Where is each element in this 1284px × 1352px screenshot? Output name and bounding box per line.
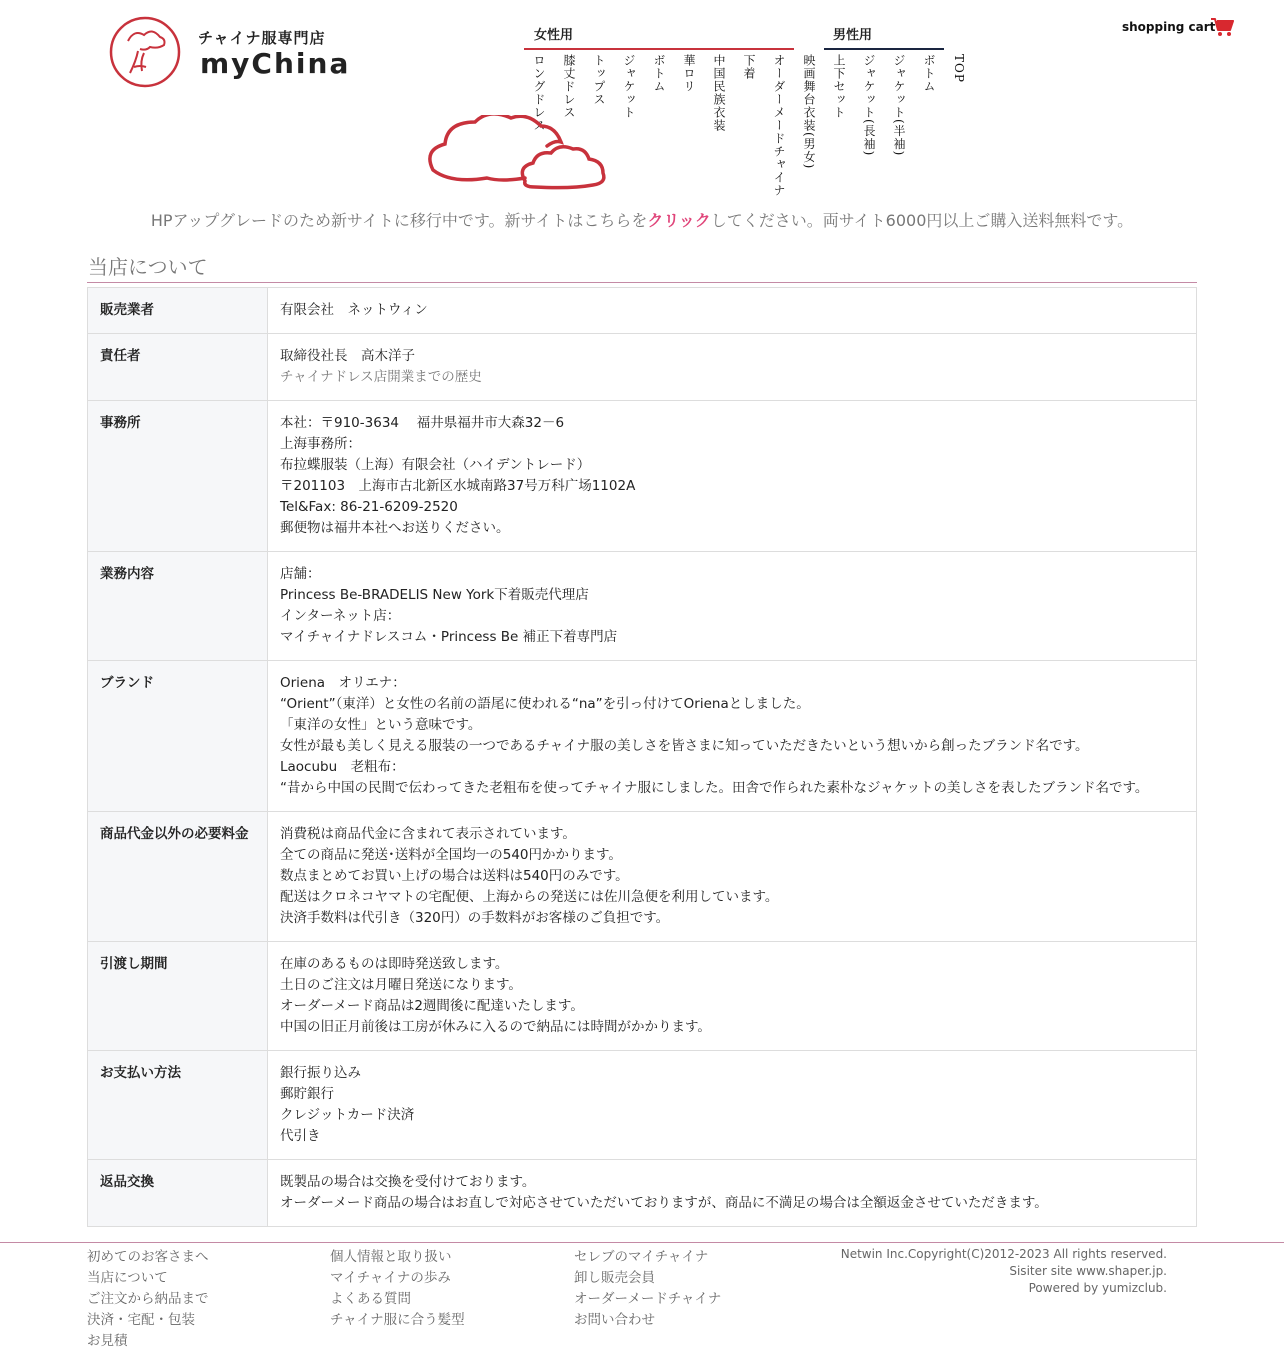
footer-link[interactable]: マイチャイナの歩み bbox=[330, 1270, 451, 1286]
row-label: お支払い方法 bbox=[88, 1051, 268, 1160]
nav-item-jacket[interactable]: ジャケット bbox=[622, 54, 636, 119]
nav-women-underline bbox=[524, 48, 794, 50]
nav-item-knee-dress[interactable]: 膝丈ドレス bbox=[562, 54, 576, 119]
nav-item-men-bottom[interactable]: ボトム bbox=[922, 54, 936, 93]
row-value bbox=[268, 1051, 1197, 1160]
value-line: 決済手数料は代引き（320円）の手数料がお客様のご負担です。 bbox=[280, 910, 670, 926]
nav-item-men-set[interactable]: 上下セット bbox=[832, 54, 846, 119]
title-divider bbox=[87, 282, 1197, 283]
table-row bbox=[88, 288, 1197, 334]
table-row bbox=[88, 401, 1197, 552]
powered-by-text: Powered by yumizclub. bbox=[1028, 1281, 1167, 1295]
header bbox=[0, 0, 1284, 205]
value-line: 店舗： bbox=[280, 566, 321, 582]
nav-item-men-jacket-long[interactable]: ジャケット(長袖) bbox=[862, 54, 876, 157]
value-line: 上海事務所： bbox=[280, 436, 361, 452]
row-value bbox=[268, 661, 1197, 812]
footer-link[interactable]: 卸し販売会員 bbox=[574, 1270, 655, 1286]
row-label: 責任者 bbox=[88, 334, 268, 401]
footer-link[interactable]: ご注文から納品まで bbox=[87, 1291, 209, 1307]
value-line: クレジットカード決済 bbox=[280, 1107, 415, 1123]
value-line: 郵貯銀行 bbox=[280, 1086, 334, 1102]
value-line: 銀行振り込み bbox=[280, 1065, 361, 1081]
notice-text-after: してください。両サイト6000円以上ご購入送料無料です。 bbox=[710, 211, 1134, 230]
row-value bbox=[268, 401, 1197, 552]
logo-emblem-icon bbox=[108, 15, 182, 89]
row-value bbox=[268, 812, 1197, 942]
row-label: 引渡し期間 bbox=[88, 942, 268, 1051]
table-row bbox=[88, 1160, 1197, 1227]
nav-item-stage-costume[interactable]: 映画舞台衣装(男女) bbox=[802, 54, 816, 170]
row-value bbox=[268, 552, 1197, 661]
notice-text-before: HPアップグレードのため新サイトに移行中です。新サイトはこちらを bbox=[150, 211, 648, 230]
value-line: 数点まとめてお買い上げの場合は送料は540円のみです。 bbox=[280, 868, 629, 884]
value-line: 中国の旧正月前後は工房が休みに入るので納品には時間がかかります。 bbox=[280, 1019, 711, 1035]
logo[interactable] bbox=[108, 15, 368, 95]
row-label: ブランド bbox=[88, 661, 268, 812]
value-line: 〒201103 上海市古北新区水城南路37号万科广场1102A bbox=[280, 478, 636, 494]
value-line: 取締役社長 高木洋子 bbox=[280, 348, 415, 364]
footer-link[interactable]: お問い合わせ bbox=[574, 1312, 655, 1328]
row-label: 販売業者 bbox=[88, 288, 268, 334]
footer-link[interactable]: セレブのマイチャイナ bbox=[574, 1249, 709, 1265]
row-label: 事務所 bbox=[88, 401, 268, 552]
footer-column-1 bbox=[87, 1247, 209, 1352]
row-value bbox=[268, 334, 1197, 401]
row-value bbox=[268, 288, 1197, 334]
row-label: 業務内容 bbox=[88, 552, 268, 661]
footer-link[interactable]: 決済・宅配・包装 bbox=[87, 1312, 195, 1328]
value-line: 有限会社 ネットウィン bbox=[280, 302, 428, 318]
footer-column-2 bbox=[330, 1247, 465, 1331]
nav-item-bottom[interactable]: ボトム bbox=[652, 54, 666, 93]
row-label: 商品代金以外の必要料金 bbox=[88, 812, 268, 942]
nav-item-kalori[interactable]: 華ロリ bbox=[682, 54, 696, 93]
table-row bbox=[88, 812, 1197, 942]
new-site-link[interactable]: クリック bbox=[647, 211, 711, 230]
footer-link[interactable]: チャイナ服に合う髪型 bbox=[330, 1312, 465, 1328]
footer-divider bbox=[0, 1242, 1284, 1243]
row-label: 返品交換 bbox=[88, 1160, 268, 1227]
footer-link[interactable]: 初めてのお客さまへ bbox=[87, 1249, 209, 1265]
value-line: オーダーメード商品の場合はお直しで対応させていただいておりますが、商品に不満足の場合は全額返金させていただきます。 bbox=[280, 1195, 1048, 1211]
value-line: Princess Be-BRADELIS New York下着販売代理店 bbox=[280, 587, 589, 603]
migration-notice bbox=[0, 208, 1284, 231]
shopping-cart-button[interactable] bbox=[1122, 17, 1237, 39]
footer-link[interactable]: 当店について bbox=[87, 1270, 168, 1286]
table-row bbox=[88, 942, 1197, 1051]
nav-item-ethnic-costume[interactable]: 中国民族衣装 bbox=[712, 54, 726, 132]
nav-item-order-made[interactable]: オーダーメードチャイナ bbox=[772, 54, 786, 197]
nav-men-underline bbox=[824, 48, 944, 50]
value-line: 代引き bbox=[280, 1128, 321, 1144]
footer-link[interactable]: オーダーメードチャイナ bbox=[574, 1291, 722, 1307]
footer-link[interactable]: 個人情報と取り扱い bbox=[330, 1249, 452, 1265]
sister-site-text: Sisiter site www.shaper.jp. bbox=[1009, 1264, 1167, 1278]
value-line: 土日のご注文は月曜日発送になります。 bbox=[280, 977, 522, 993]
logo-subtitle: チャイナ服専門店 bbox=[198, 29, 326, 47]
nav-item-top[interactable]: TOP bbox=[952, 54, 966, 83]
page-title: 当店について bbox=[88, 255, 208, 279]
value-line: “昔から中国の民間で伝わってきた老粗布を使ってチャイナ服にしました。田舎で作られた素朴なジャケットの美しさを表したブランド名です。 bbox=[280, 780, 1149, 796]
value-line: 本社：〒910-3634 福井県福井市大森32－6 bbox=[280, 415, 565, 431]
table-row bbox=[88, 1051, 1197, 1160]
footer-link[interactable]: お見積 bbox=[87, 1333, 128, 1349]
value-line: 在庫のあるものは即時発送致します。 bbox=[280, 956, 509, 972]
value-line: “Orient”（東洋）と女性の名前の語尾に使われる“na”を引っ付けてOrienaとしました。 bbox=[280, 696, 810, 712]
nav-item-long-dress[interactable]: ロングドレス bbox=[532, 54, 546, 132]
table-row bbox=[88, 552, 1197, 661]
logo-name: myChina bbox=[200, 47, 351, 80]
value-line: 全ての商品に発送･送料が全国均一の540円かかります。 bbox=[280, 847, 622, 863]
value-line: 「東洋の女性」という意味です。 bbox=[280, 717, 482, 733]
value-line: インターネット店： bbox=[280, 608, 401, 624]
value-line: 郵便物は福井本社へお送りください。 bbox=[280, 520, 510, 536]
value-line: 消費税は商品代金に含まれて表示されています。 bbox=[280, 826, 576, 842]
copyright-text: Netwin Inc.Copyright(C)2012-2023 All rights reserved. bbox=[840, 1247, 1167, 1261]
value-line: マイチャイナドレスコム・Princess Be 補正下着専門店 bbox=[280, 629, 618, 645]
value-line: Tel&Fax: 86-21-6209-2520 bbox=[280, 499, 458, 515]
nav-women-heading: 女性用 bbox=[534, 28, 574, 43]
value-line: オーダーメード商品は2週間後に配達いたします。 bbox=[280, 998, 584, 1014]
value-line: 布拉蝶服装（上海）有限会社（ハイデントレード） bbox=[280, 457, 591, 473]
footer-link[interactable]: よくある質問 bbox=[330, 1291, 411, 1307]
table-row bbox=[88, 661, 1197, 812]
nav-item-men-jacket-short[interactable]: ジャケット(半袖) bbox=[892, 54, 906, 157]
value-line: 配送はクロネコヤマトの宅配便、上海からの発送には佐川急便を利用しています。 bbox=[280, 889, 779, 905]
shopping-cart-label: shopping cart bbox=[1122, 20, 1216, 34]
cart-icon bbox=[1210, 17, 1234, 37]
row-value bbox=[268, 942, 1197, 1051]
cloud-decoration-icon bbox=[425, 115, 610, 200]
footer-copyright bbox=[841, 1246, 1167, 1297]
nav-item-underwear[interactable]: 下着 bbox=[742, 54, 756, 80]
nav-men-heading: 男性用 bbox=[833, 28, 873, 43]
value-line: Laocubu 老粗布： bbox=[280, 759, 405, 775]
table-row bbox=[88, 334, 1197, 401]
footer-column-3 bbox=[574, 1247, 721, 1331]
store-info-table bbox=[87, 287, 1197, 1227]
nav-item-tops[interactable]: トップス bbox=[592, 54, 606, 106]
value-line: Oriena オリエナ： bbox=[280, 675, 406, 691]
value-line: 女性が最も美しく見える服装の一つであるチャイナ服の美しさを皆さまに知っていただきたいという想いから創ったブランド名です。 bbox=[280, 738, 1089, 754]
value-line: 既製品の場合は交換を受付けております。 bbox=[280, 1174, 536, 1190]
row-value bbox=[268, 1160, 1197, 1227]
history-link[interactable]: チャイナドレス店開業までの歴史 bbox=[280, 369, 482, 385]
